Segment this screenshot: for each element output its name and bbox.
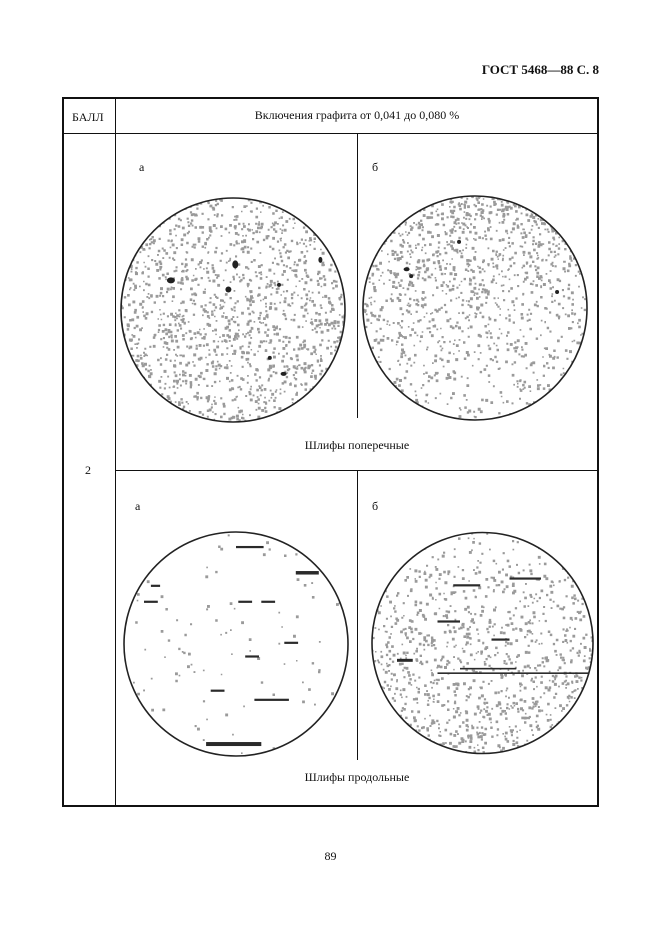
micrograph-cross-b (361, 194, 589, 422)
longitudinal-pair-divider (357, 470, 358, 760)
ball-column-header: БАЛЛ (72, 110, 104, 124)
micrograph-longitudinal-a (121, 530, 351, 758)
micrograph-cross-a (118, 196, 348, 424)
cross-pair-divider (357, 133, 358, 418)
document-header: ГОСТ 5468—88 С. 8 (481, 62, 599, 77)
cross-right-label: б (372, 160, 379, 174)
cross-left-label: а (139, 160, 145, 174)
longitudinal-section-caption: Шлифы продольные (304, 770, 410, 784)
longitudinal-right-label: б (372, 499, 379, 513)
description-column-header: Включения графита от 0,041 до 0,080 % (254, 108, 460, 122)
micrograph-longitudinal-b (370, 530, 595, 756)
longitudinal-left-label: а (135, 499, 141, 513)
cross-section-caption: Шлифы поперечные (304, 438, 410, 452)
page-number: 89 (324, 849, 337, 863)
ball-value: 2 (85, 463, 91, 477)
header-row-divider (62, 133, 599, 134)
